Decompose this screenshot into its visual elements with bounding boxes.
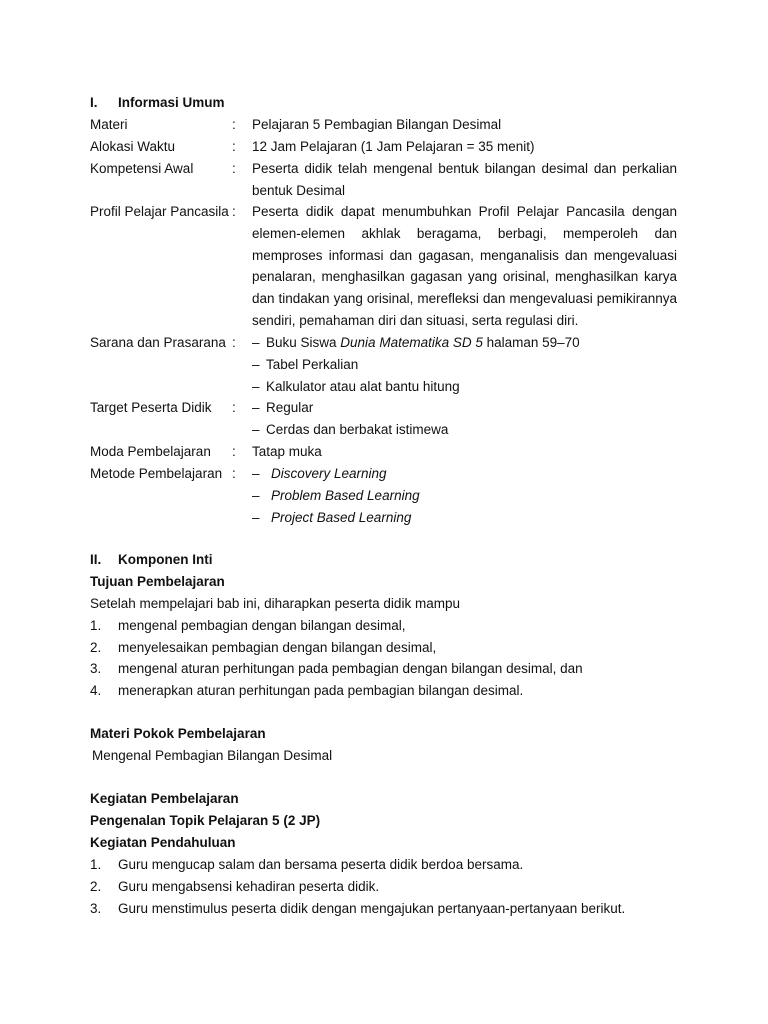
colon: : [232, 444, 236, 459]
dash-bullet: – [252, 466, 260, 481]
list-number: 1. [90, 618, 102, 633]
list-item: menerapkan aturan perhitungan pada pembagian bilangan desimal. [118, 683, 524, 698]
sarana-item: – Buku Siswa Dunia Matematika SD 5 halaman 59–70 [252, 332, 580, 354]
alokasi-label: Alokasi Waktu [90, 139, 176, 154]
profil-label: Profil Pelajar Pancasila [90, 204, 229, 219]
materi-pokok-text: Mengenal Pembagian Bilangan Desimal [92, 748, 333, 763]
dash-bullet: – [252, 357, 260, 372]
dash-bullet: – [252, 422, 260, 437]
section-1-title: Informasi Umum [118, 95, 225, 110]
dash-bullet: – [252, 335, 260, 350]
tujuan-intro: Setelah mempelajari bab ini, diharapkan peserta didik mampu [90, 596, 460, 611]
metode-item: – Discovery Learning [252, 463, 387, 485]
colon: : [232, 204, 236, 219]
metode-label: Metode Pembelajaran [90, 466, 223, 481]
dash-bullet: – [252, 510, 260, 525]
list-item: menyelesaikan pembagian dengan bilangan desimal, [118, 640, 437, 655]
list-item: Guru mengabsensi kehadiran peserta didik. [118, 879, 380, 894]
materi-pokok-heading: Materi Pokok Pembelajaran [90, 726, 266, 741]
moda-value: Tatap muka [252, 444, 322, 459]
dash-bullet: – [252, 488, 260, 503]
target-label: Target Peserta Didik [90, 400, 212, 415]
list-item: mengenal aturan perhitungan pada pembagian dengan bilangan desimal, dan [118, 661, 583, 676]
target-item: – Cerdas dan berbakat istimewa [252, 419, 448, 441]
pendahuluan-heading: Kegiatan Pendahuluan [90, 835, 236, 850]
list-item: Guru menstimulus peserta didik dengan mengajukan pertanyaan-pertanyaan berikut. [118, 901, 626, 916]
section-1-number: I. [90, 95, 98, 110]
section-2-number: II. [90, 552, 102, 567]
kompetensi-value: Peserta didik telah mengenal bentuk bilangan desimal dan perkalian bentuk Desimal [252, 161, 677, 198]
topik-heading: Pengenalan Topik Pelajaran 5 (2 JP) [90, 813, 321, 828]
list-item: Guru mengucap salam dan bersama peserta didik berdoa bersama. [118, 857, 524, 872]
sarana-label: Sarana dan Prasarana [90, 335, 226, 350]
list-number: 1. [90, 857, 102, 872]
colon: : [232, 466, 236, 481]
list-number: 2. [90, 879, 102, 894]
moda-label: Moda Pembelajaran [90, 444, 211, 459]
alokasi-value: 12 Jam Pelajaran (1 Jam Pelajaran = 35 menit) [252, 139, 535, 154]
colon: : [232, 161, 236, 176]
list-number: 2. [90, 640, 102, 655]
sarana-item: – Tabel Perkalian [252, 354, 358, 376]
list-number: 3. [90, 661, 102, 676]
sarana-item: – Kalkulator atau alat bantu hitung [252, 376, 460, 398]
list-number: 3. [90, 901, 102, 916]
metode-item: – Project Based Learning [252, 507, 411, 529]
list-number: 4. [90, 683, 102, 698]
materi-value: Pelajaran 5 Pembagian Bilangan Desimal [252, 117, 502, 132]
tujuan-heading: Tujuan Pembelajaran [90, 574, 225, 589]
colon: : [232, 139, 236, 154]
kompetensi-label: Kompetensi Awal [90, 161, 194, 176]
kegiatan-heading: Kegiatan Pembelajaran [90, 791, 239, 806]
book-title: Dunia Matematika SD 5 [340, 335, 483, 350]
colon: : [232, 400, 236, 415]
target-item: – Regular [252, 397, 313, 419]
list-item: mengenal pembagian dengan bilangan desimal, [118, 618, 406, 633]
materi-label: Materi [90, 117, 128, 132]
dash-bullet: – [252, 400, 260, 415]
dash-bullet: – [252, 379, 260, 394]
colon: : [232, 117, 236, 132]
metode-item: – Problem Based Learning [252, 485, 420, 507]
section-2-title: Komponen Inti [118, 552, 213, 567]
colon: : [232, 335, 236, 350]
profil-value: Peserta didik dapat menumbuhkan Profil Pelajar Pancasila dengan elemen-elemen akhlak beragama, berbagi, memperoleh dan memproses informasi dan gagasan, menganalisis dan mengevaluasi penalaran, menghasilkan gagasan yang orisinal, menghasilkan karya dan tindakan yang orisinal, merefleksi dan mengevaluasi pemikirannya sendiri, pemahaman diri dan situasi, serta regulasi diri. [252, 204, 677, 328]
